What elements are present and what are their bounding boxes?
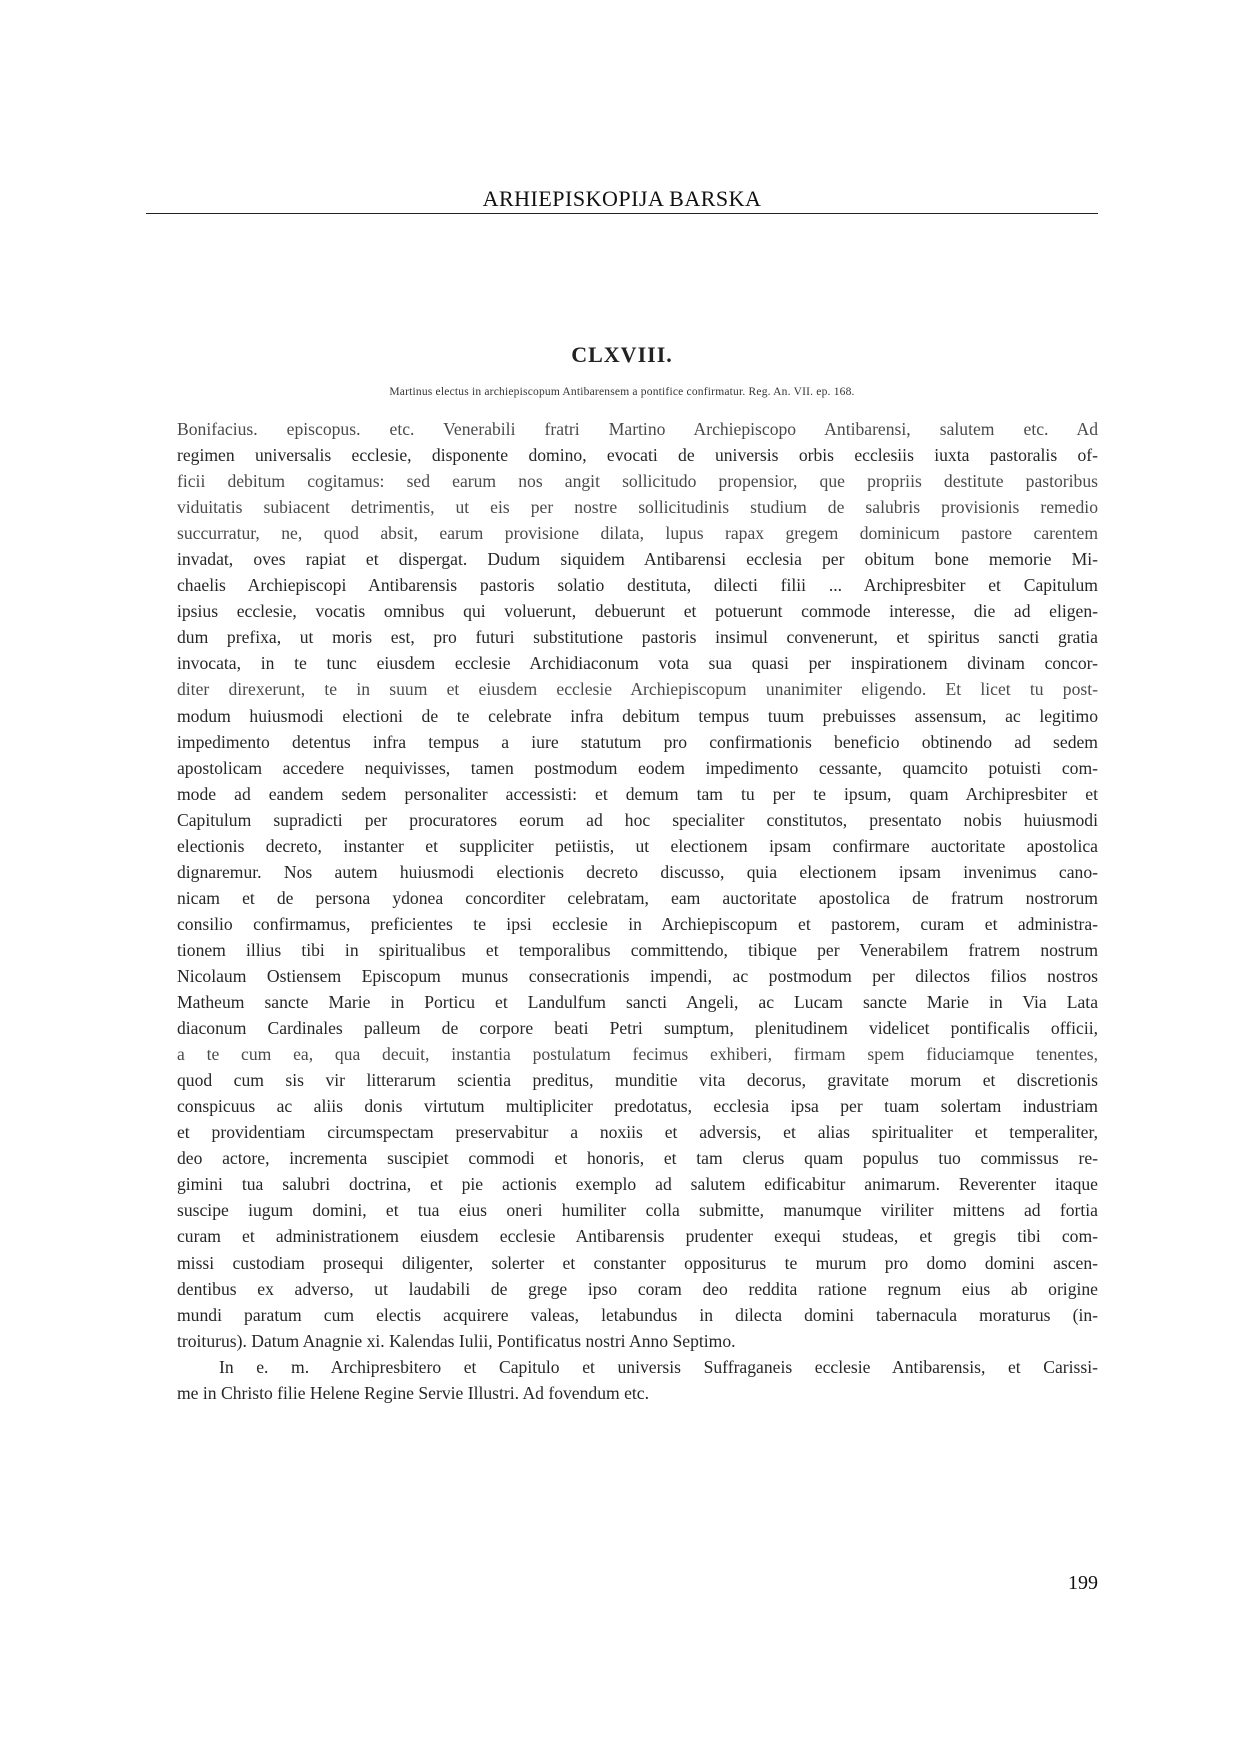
body-line: diter direxerunt, te in suum et eiusdem ecclesie Archiepiscopum unanimiter eligendo. Et licet tu post-	[177, 679, 1098, 700]
body-line: impedimento detentus infra tempus a iure statutum pro confirmationis beneficio obtinendo ad sedem	[177, 731, 1098, 752]
body-line: conspicuus ac aliis donis virtutum multipliciter predotatus, ecclesia ipsa per tuam solertam industriam	[177, 1096, 1098, 1117]
body-line: Nicolaum Ostiensem Episcopum munus consecrationis impendi, ac postmodum per dilectos filios nostros	[177, 965, 1098, 986]
body-line: regimen universalis ecclesie, disponente domino, evocati de universis orbis ecclesiis iuxta pastoralis of-	[177, 445, 1098, 466]
body-line: consilio confirmamus, preficientes te ipsi ecclesie in Archiepiscopum et pastorem, curam et administra-	[177, 913, 1098, 934]
body-line: modum huiusmodi electioni de te celebrate infra debitum tempus tuum prebuisses assensum, ac legitimo	[177, 705, 1098, 726]
body-line: tionem illius tibi in spiritualibus et temporalibus committendo, tibique per Venerabilem fratrem nostrum	[177, 939, 1098, 960]
body-line: succurratur, ne, quod absit, earum provisione dilata, lupus rapax gregem dominicum pastore carentem	[177, 523, 1098, 544]
body-line: viduitatis subiacent detrimentis, ut eis per nostre sollicitudinis studium de salubris provisionis remedio	[177, 497, 1098, 518]
body-line: mundi paratum cum electis acquirere valeas, letabundus in dilecta domini tabernacula moraturus (in-	[177, 1304, 1098, 1325]
document-body	[177, 416, 1098, 1406]
body-line: Bonifacius. episcopus. etc. Venerabili fratri Martino Archiepiscopo Antibarensi, salutem etc. Ad	[177, 419, 1098, 439]
body-line: In e. m. Archipresbitero et Capitulo et universis Suffraganeis ecclesie Antibarensis, et Carissi-	[219, 1356, 1098, 1377]
body-line: chaelis Archiepiscopi Antibarensis pastoris solatio destituta, dilecti filii ... Archipresbiter et Capitulum	[177, 575, 1098, 596]
body-line: me in Christo filie Helene Regine Servie Illustri. Ad fovendum etc.	[177, 1382, 649, 1403]
body-line: et providentiam circumspectam preservabitur a noxiis et adversis, et alias spiritualiter et temperaliter,	[177, 1122, 1098, 1143]
body-line: a te cum ea, qua decuit, instantia postulatum fecimus exhiberi, firmam spem fiduciamque tenentes,	[177, 1044, 1098, 1065]
body-line: ipsius ecclesie, vocatis omnibus qui voluerunt, debuerunt et potuerunt commode interesse, die ad eligen-	[177, 601, 1098, 622]
body-line: quod cum sis vir litterarum scientia preditus, munditie vita decorus, gravitate morum et discretionis	[177, 1070, 1098, 1091]
body-line: Matheum sancte Marie in Porticu et Landulfum sancti Angeli, ac Lucam sancte Marie in Via Lata	[177, 992, 1098, 1013]
body-line: gimini tua salubri doctrina, et pie actionis exemplo ad salutem edificabitur animarum. Reverenter itaque	[177, 1174, 1098, 1195]
body-line: apostolicam accedere nequivisses, tamen postmodum eodem impedimento cessante, quamcito potuisti com-	[177, 757, 1098, 778]
body-line: dignaremur. Nos autem huiusmodi electionis decreto discusso, quia electionem ipsam invenimus cano-	[177, 861, 1098, 882]
body-line: electionis decreto, instanter et suppliciter petiistis, ut electionem ipsam confirmare auctoritate apostolica	[177, 835, 1098, 856]
document-summary: Martinus electus in archiepiscopum Antibarensem a pontifice confirmatur. Reg. An. VII. ep. 168.	[389, 386, 855, 398]
body-line: invocata, in te tunc eiusdem ecclesie Archidiaconum vota sua quasi per inspirationem divinam concor-	[177, 653, 1098, 674]
body-line: ficii debitum cogitamus: sed earum nos angit sollicitudo propensior, que propriis destitute pastoribus	[177, 471, 1098, 492]
body-line: mode ad eandem sedem personaliter accessisti: et demum tam tu per te ipsum, quam Archipresbiter et	[177, 783, 1098, 804]
body-line: troiturus). Datum Anagnie xi. Kalendas Iulii, Pontificatus nostri Anno Septimo.	[177, 1330, 736, 1351]
page-number: 199	[1068, 1572, 1098, 1594]
body-line: invadat, oves rapiat et dispergat. Dudum siquidem Antibarensi ecclesia per obitum bone memorie Mi-	[177, 549, 1098, 570]
document-number: CLXVIII.	[571, 342, 673, 367]
body-line: curam et administrationem eiusdem ecclesie Antibarensis prudenter exequi studeas, et gregis tibi com-	[177, 1226, 1098, 1247]
body-line: suscipe iugum domini, et tua eius oneri humiliter colla submitte, manumque viriliter mittens ad fortia	[177, 1200, 1098, 1221]
body-line: nicam et de persona ydonea concorditer celebratam, eam auctoritate apostolica de fratrum nostrorum	[177, 887, 1098, 908]
body-line: dentibus ex adverso, ut laudabili de grege ipso coram deo reddita ratione regnum eius ab origine	[177, 1278, 1098, 1299]
body-line: missi custodiam prosequi diligenter, solerter et constanter oppositurus te murum pro domo domini ascen-	[177, 1252, 1098, 1273]
body-line: diaconum Cardinales palleum de corpore beati Petri sumptum, plenitudinem videlicet pontificalis officii,	[177, 1018, 1098, 1039]
header-rule	[146, 213, 1098, 214]
body-line: deo actore, incrementa suscipiet commodi et honoris, et tam clerus quam populus tuo commissus re-	[177, 1148, 1098, 1169]
body-line: dum prefixa, ut moris est, pro futuri substitutione pastoris insimul convenerunt, et spiritus sancti gratia	[177, 627, 1098, 648]
running-header: ARHIEPISKOPIJA BARSKA	[482, 186, 762, 211]
body-line: Capitulum supradicti per procuratores eorum ad hoc specialiter constitutos, presentato nobis huiusmodi	[177, 809, 1098, 830]
